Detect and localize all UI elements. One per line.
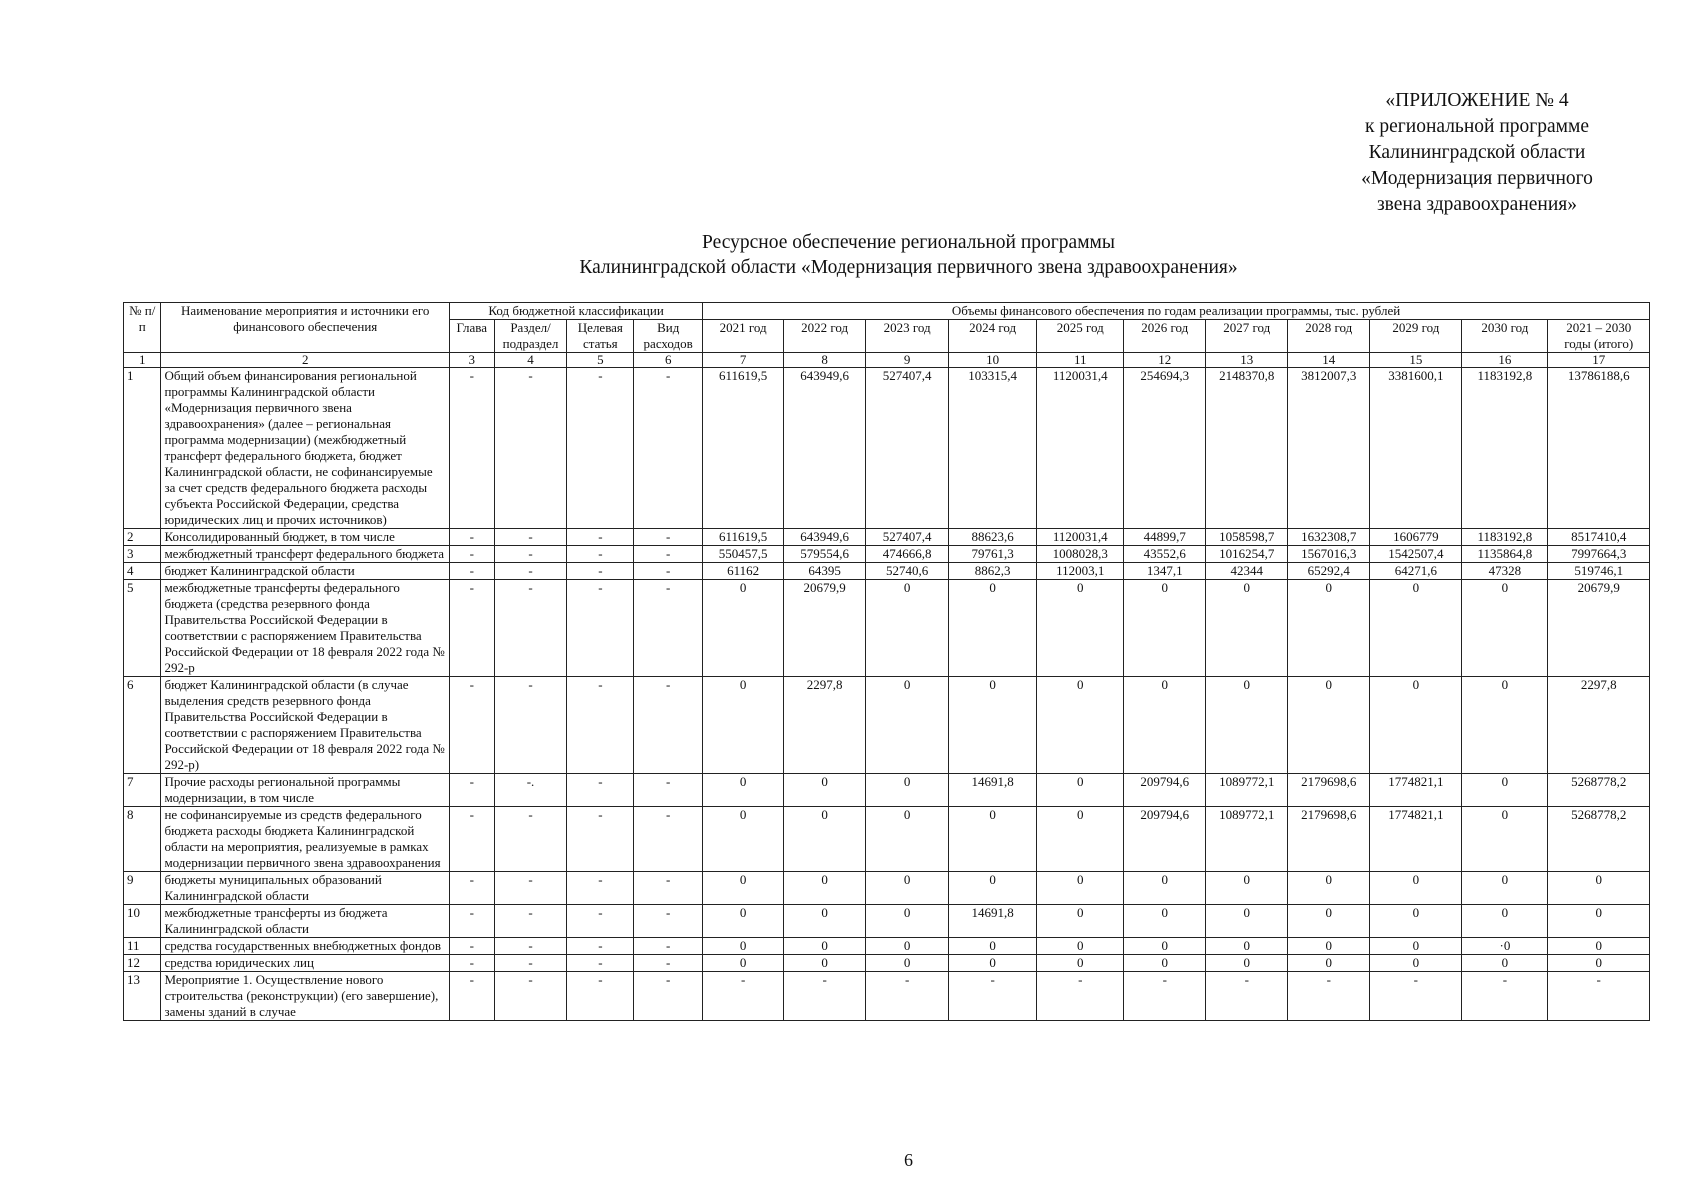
value-cell: 0: [1124, 955, 1206, 972]
row-name-cell: бюджет Калининградской области: [161, 563, 450, 580]
value-cell: 0: [1206, 580, 1288, 677]
kbk-cell: -: [567, 807, 634, 872]
row-name-cell: Мероприятие 1. Осуществление нового строительства (реконструкции) (его завершение), замены зданий в случае: [161, 972, 450, 1021]
value-cell: 3812007,3: [1288, 368, 1370, 529]
value-cell: 1774821,1: [1370, 774, 1462, 807]
row-name-cell: Общий объем финансирования региональной программы Калининградской области «Модернизация первичного звена здравоохранения» (далее – региональная программа модернизации) (межбюджетный трансферт федерального бюджета, бюджет Калининградской области, не софинансируемые за счет средств федерального бюджета расходы субъекта Российской Федерации, средства юридических лиц и прочих источников): [161, 368, 450, 529]
value-cell: 0: [1206, 955, 1288, 972]
header-year-2021: 2021 год: [703, 320, 784, 353]
column-number-cell: 1: [124, 353, 161, 368]
row-name-cell: межбюджетные трансферты из бюджета Калининградской области: [161, 905, 450, 938]
value-cell: 1135864,8: [1462, 546, 1548, 563]
value-cell: 0: [866, 774, 949, 807]
header-statya: Целевая статья: [567, 320, 634, 353]
value-cell: 64271,6: [1370, 563, 1462, 580]
value-cell: 0: [949, 807, 1037, 872]
kbk-cell: -: [634, 774, 703, 807]
value-cell: -: [949, 972, 1037, 1021]
row-number-cell: 10: [124, 905, 161, 938]
header-year-2024: 2024 год: [949, 320, 1037, 353]
kbk-cell: -: [450, 807, 495, 872]
value-cell: 1567016,3: [1288, 546, 1370, 563]
header-vid: Вид расходов: [634, 320, 703, 353]
row-number-cell: 7: [124, 774, 161, 807]
value-cell: 0: [1370, 677, 1462, 774]
budget-table: [123, 302, 1650, 1021]
value-cell: 0: [784, 938, 866, 955]
value-cell: 2179698,6: [1288, 774, 1370, 807]
value-cell: 209794,6: [1124, 807, 1206, 872]
kbk-cell: -: [494, 972, 567, 1021]
value-cell: 0: [1124, 677, 1206, 774]
value-cell: 0: [1370, 580, 1462, 677]
row-name-cell: бюджеты муниципальных образований Калининградской области: [161, 872, 450, 905]
value-cell: 1542507,4: [1370, 546, 1462, 563]
row-number-cell: 2: [124, 529, 161, 546]
value-cell: 8862,3: [949, 563, 1037, 580]
value-cell: 0: [1548, 955, 1650, 972]
value-cell: 0: [703, 905, 784, 938]
kbk-cell: -: [450, 938, 495, 955]
value-cell: 0: [1037, 580, 1124, 677]
kbk-cell: -: [450, 955, 495, 972]
value-cell: -: [1288, 972, 1370, 1021]
kbk-cell: -.: [494, 774, 567, 807]
value-cell: 1016254,7: [1206, 546, 1288, 563]
kbk-cell: -: [634, 905, 703, 938]
value-cell: 1347,1: [1124, 563, 1206, 580]
appendix-line: к региональной программе: [1365, 116, 1589, 137]
kbk-cell: -: [494, 580, 567, 677]
column-number-cell: 16: [1462, 353, 1548, 368]
value-cell: 1183192,8: [1462, 529, 1548, 546]
value-cell: 0: [949, 677, 1037, 774]
table-row: [124, 807, 1650, 872]
title-line: Калининградской области «Модернизация первичного звена здравоохранения»: [579, 257, 1238, 278]
value-cell: 0: [1462, 580, 1548, 677]
value-cell: 0: [1124, 938, 1206, 955]
value-cell: 0: [1462, 905, 1548, 938]
value-cell: 0: [1037, 677, 1124, 774]
row-number-cell: 1: [124, 368, 161, 529]
value-cell: 0: [1037, 905, 1124, 938]
value-cell: 611619,5: [703, 368, 784, 529]
value-cell: 0: [703, 955, 784, 972]
header-year-2026: 2026 год: [1124, 320, 1206, 353]
value-cell: 0: [1462, 774, 1548, 807]
kbk-cell: -: [567, 546, 634, 563]
value-cell: 0: [1206, 872, 1288, 905]
value-cell: 0: [1206, 938, 1288, 955]
value-cell: 0: [1288, 905, 1370, 938]
table-row: [124, 972, 1650, 1021]
value-cell: 527407,4: [866, 368, 949, 529]
kbk-cell: -: [634, 677, 703, 774]
row-number-cell: 5: [124, 580, 161, 677]
column-number-cell: 8: [784, 353, 866, 368]
value-cell: 0: [1370, 955, 1462, 972]
row-number-cell: 6: [124, 677, 161, 774]
value-cell: 0: [784, 774, 866, 807]
appendix-block: [1307, 88, 1647, 218]
value-cell: 1183192,8: [1462, 368, 1548, 529]
value-cell: 2148370,8: [1206, 368, 1288, 529]
value-cell: 1058598,7: [1206, 529, 1288, 546]
value-cell: 13786188,6: [1548, 368, 1650, 529]
appendix-line: Калининградской области: [1368, 142, 1586, 163]
kbk-cell: -: [634, 529, 703, 546]
kbk-cell: -: [450, 580, 495, 677]
value-cell: 0: [1370, 905, 1462, 938]
kbk-cell: -: [567, 563, 634, 580]
value-cell: 643949,6: [784, 368, 866, 529]
value-cell: 0: [866, 807, 949, 872]
row-name-cell: бюджет Калининградской области (в случае выделения средств резервного фонда Правительства Российской Федерации в соответствии с распоряжением Правительства Российской Федерации от 18 февраля 2022 года № 292-р): [161, 677, 450, 774]
kbk-cell: -: [567, 872, 634, 905]
value-cell: -: [1037, 972, 1124, 1021]
value-cell: 0: [1548, 872, 1650, 905]
table-row: [124, 546, 1650, 563]
value-cell: 0: [866, 905, 949, 938]
appendix-line: «Модернизация первичного: [1361, 168, 1593, 189]
row-name-cell: средства юридических лиц: [161, 955, 450, 972]
row-number-cell: 8: [124, 807, 161, 872]
value-cell: 52740,6: [866, 563, 949, 580]
value-cell: 0: [1288, 938, 1370, 955]
value-cell: 0: [703, 580, 784, 677]
row-name-cell: межбюджетные трансферты федерального бюджета (средства резервного фонда Правительства Российской Федерации в соответствии с распоряжением Правительства Российской Федерации от 18 февраля 2022 года № 292-р: [161, 580, 450, 677]
value-cell: 0: [1288, 872, 1370, 905]
value-cell: 254694,3: [1124, 368, 1206, 529]
kbk-cell: -: [450, 872, 495, 905]
value-cell: -: [1548, 972, 1650, 1021]
value-cell: 47328: [1462, 563, 1548, 580]
value-cell: 0: [1288, 955, 1370, 972]
header-year-2028: 2028 год: [1288, 320, 1370, 353]
header-year-2029: 2029 год: [1370, 320, 1462, 353]
header-no: № п/п: [124, 303, 161, 353]
column-number-cell: 2: [161, 353, 450, 368]
value-cell: 65292,4: [1288, 563, 1370, 580]
column-number-cell: 7: [703, 353, 784, 368]
value-cell: 0: [1037, 774, 1124, 807]
column-number-cell: 4: [494, 353, 567, 368]
value-cell: 0: [1548, 905, 1650, 938]
value-cell: 0: [703, 774, 784, 807]
value-cell: -: [703, 972, 784, 1021]
value-cell: 0: [1462, 677, 1548, 774]
value-cell: 0: [866, 938, 949, 955]
value-cell: 7997664,3: [1548, 546, 1650, 563]
table-row: [124, 872, 1650, 905]
value-cell: 0: [866, 580, 949, 677]
kbk-cell: -: [634, 955, 703, 972]
value-cell: 0: [703, 938, 784, 955]
column-number-cell: 11: [1037, 353, 1124, 368]
kbk-cell: -: [567, 955, 634, 972]
value-cell: -: [784, 972, 866, 1021]
value-cell: 20679,9: [1548, 580, 1650, 677]
value-cell: -: [1124, 972, 1206, 1021]
header-year-2030: 2030 год: [1462, 320, 1548, 353]
value-cell: 2179698,6: [1288, 807, 1370, 872]
value-cell: 550457,5: [703, 546, 784, 563]
value-cell: 88623,6: [949, 529, 1037, 546]
value-cell: -: [1462, 972, 1548, 1021]
kbk-cell: -: [567, 529, 634, 546]
value-cell: -: [866, 972, 949, 1021]
column-number-cell: 9: [866, 353, 949, 368]
row-name-cell: межбюджетный трансферт федерального бюджета: [161, 546, 450, 563]
value-cell: 0: [784, 955, 866, 972]
value-cell: 61162: [703, 563, 784, 580]
kbk-cell: -: [494, 563, 567, 580]
value-cell: 42344: [1206, 563, 1288, 580]
value-cell: 0: [949, 938, 1037, 955]
value-cell: 112003,1: [1037, 563, 1124, 580]
row-name-cell: Консолидированный бюджет, в том числе: [161, 529, 450, 546]
value-cell: 14691,8: [949, 905, 1037, 938]
value-cell: 3381600,1: [1370, 368, 1462, 529]
row-number-cell: 12: [124, 955, 161, 972]
value-cell: 8517410,4: [1548, 529, 1650, 546]
table-row: [124, 905, 1650, 938]
kbk-cell: -: [634, 563, 703, 580]
column-number-cell: 5: [567, 353, 634, 368]
header-name: Наименование мероприятия и источники его финансового обеспечения: [161, 303, 450, 353]
value-cell: 64395: [784, 563, 866, 580]
header-glava: Глава: [450, 320, 495, 353]
kbk-cell: -: [450, 529, 495, 546]
kbk-cell: -: [634, 807, 703, 872]
value-cell: 1120031,4: [1037, 368, 1124, 529]
column-number-cell: 12: [1124, 353, 1206, 368]
table-row: [124, 774, 1650, 807]
table-row: [124, 529, 1650, 546]
kbk-cell: -: [634, 938, 703, 955]
kbk-cell: -: [567, 938, 634, 955]
page-number: 6: [904, 1150, 913, 1170]
table-row: [124, 677, 1650, 774]
value-cell: 0: [1124, 905, 1206, 938]
row-number-cell: 11: [124, 938, 161, 955]
kbk-cell: -: [567, 580, 634, 677]
value-cell: 79761,3: [949, 546, 1037, 563]
table-row: [124, 563, 1650, 580]
kbk-cell: -: [494, 955, 567, 972]
row-number-cell: 4: [124, 563, 161, 580]
kbk-cell: -: [494, 529, 567, 546]
value-cell: 0: [866, 677, 949, 774]
kbk-cell: -: [450, 905, 495, 938]
value-cell: 0: [1037, 807, 1124, 872]
value-cell: 0: [1462, 872, 1548, 905]
value-cell: 519746,1: [1548, 563, 1650, 580]
kbk-cell: -: [494, 905, 567, 938]
value-cell: 0: [1206, 905, 1288, 938]
kbk-cell: -: [567, 774, 634, 807]
kbk-cell: -: [634, 580, 703, 677]
header-year-2022: 2022 год: [784, 320, 866, 353]
value-cell: 579554,6: [784, 546, 866, 563]
value-cell: 1089772,1: [1206, 774, 1288, 807]
appendix-line: «ПРИЛОЖЕНИЕ № 4: [1385, 90, 1569, 111]
value-cell: 0: [784, 872, 866, 905]
value-cell: 0: [1037, 872, 1124, 905]
value-cell: 643949,6: [784, 529, 866, 546]
value-cell: 474666,8: [866, 546, 949, 563]
title-line: Ресурсное обеспечение региональной программы: [701, 232, 1115, 253]
kbk-cell: -: [494, 807, 567, 872]
value-cell: 611619,5: [703, 529, 784, 546]
value-cell: 5268778,2: [1548, 807, 1650, 872]
column-number-cell: 17: [1548, 353, 1650, 368]
value-cell: 0: [703, 872, 784, 905]
value-cell: 0: [1037, 955, 1124, 972]
value-cell: 0: [1124, 872, 1206, 905]
value-cell: 209794,6: [1124, 774, 1206, 807]
value-cell: 1008028,3: [1037, 546, 1124, 563]
value-cell: 0: [1370, 938, 1462, 955]
kbk-cell: -: [567, 368, 634, 529]
value-cell: ·0: [1462, 938, 1548, 955]
kbk-cell: -: [450, 677, 495, 774]
appendix-line: звена здравоохранения»: [1376, 194, 1578, 215]
column-number-cell: 15: [1370, 353, 1462, 368]
kbk-cell: -: [634, 972, 703, 1021]
table-row: [124, 368, 1650, 529]
header-year-2027: 2027 год: [1206, 320, 1288, 353]
value-cell: 0: [1462, 807, 1548, 872]
kbk-cell: -: [634, 368, 703, 529]
column-number-cell: 10: [949, 353, 1037, 368]
value-cell: 0: [784, 905, 866, 938]
header-razdel: Раздел/ подраздел: [494, 320, 567, 353]
column-number-cell: 3: [450, 353, 495, 368]
kbk-cell: -: [634, 872, 703, 905]
row-name-cell: Прочие расходы региональной программы модернизации, в том числе: [161, 774, 450, 807]
row-number-cell: 9: [124, 872, 161, 905]
row-number-cell: 3: [124, 546, 161, 563]
kbk-cell: -: [450, 972, 495, 1021]
kbk-cell: -: [634, 546, 703, 563]
kbk-cell: -: [494, 872, 567, 905]
table-row: [124, 580, 1650, 677]
value-cell: 0: [1548, 938, 1650, 955]
column-number-cell: 14: [1288, 353, 1370, 368]
kbk-cell: -: [494, 938, 567, 955]
value-cell: 2297,8: [1548, 677, 1650, 774]
header-total: 2021 – 2030 годы (итого): [1548, 320, 1650, 353]
value-cell: 0: [949, 580, 1037, 677]
row-name-cell: средства государственных внебюджетных фондов: [161, 938, 450, 955]
header-year-2023: 2023 год: [866, 320, 949, 353]
value-cell: 0: [1124, 580, 1206, 677]
column-number-cell: 6: [634, 353, 703, 368]
kbk-cell: -: [450, 563, 495, 580]
kbk-cell: -: [567, 905, 634, 938]
value-cell: 1120031,4: [1037, 529, 1124, 546]
kbk-cell: -: [450, 368, 495, 529]
value-cell: 43552,6: [1124, 546, 1206, 563]
value-cell: 527407,4: [866, 529, 949, 546]
kbk-cell: -: [494, 546, 567, 563]
value-cell: 0: [866, 872, 949, 905]
header-kbk: Код бюджетной классификации: [450, 303, 703, 320]
document-title: [0, 230, 1697, 280]
value-cell: 20679,9: [784, 580, 866, 677]
value-cell: 1774821,1: [1370, 807, 1462, 872]
value-cell: 103315,4: [949, 368, 1037, 529]
kbk-cell: -: [450, 774, 495, 807]
header-volumes: Объемы финансового обеспечения по годам реализации программы, тыс. рублей: [703, 303, 1650, 320]
value-cell: 0: [703, 677, 784, 774]
value-cell: 0: [1462, 955, 1548, 972]
value-cell: 0: [949, 872, 1037, 905]
value-cell: 0: [1206, 677, 1288, 774]
value-cell: 0: [1037, 938, 1124, 955]
table-row: [124, 938, 1650, 955]
row-number-cell: 13: [124, 972, 161, 1021]
value-cell: -: [1206, 972, 1288, 1021]
value-cell: 1632308,7: [1288, 529, 1370, 546]
value-cell: 0: [949, 955, 1037, 972]
value-cell: 1089772,1: [1206, 807, 1288, 872]
header-year-2025: 2025 год: [1037, 320, 1124, 353]
value-cell: -: [1370, 972, 1462, 1021]
kbk-cell: -: [567, 677, 634, 774]
value-cell: 0: [1288, 677, 1370, 774]
row-name-cell: не софинансируемые из средств федерального бюджета расходы бюджета Калининградской области на мероприятия, реализуемые в рамках модернизации первичного звена здравоохранения: [161, 807, 450, 872]
value-cell: 0: [703, 807, 784, 872]
table-row: [124, 955, 1650, 972]
column-numbers-row: [124, 353, 1650, 368]
value-cell: 0: [784, 807, 866, 872]
value-cell: 44899,7: [1124, 529, 1206, 546]
kbk-cell: -: [567, 972, 634, 1021]
column-number-cell: 13: [1206, 353, 1288, 368]
value-cell: 0: [866, 955, 949, 972]
kbk-cell: -: [494, 368, 567, 529]
kbk-cell: -: [494, 677, 567, 774]
value-cell: 2297,8: [784, 677, 866, 774]
value-cell: 5268778,2: [1548, 774, 1650, 807]
value-cell: 14691,8: [949, 774, 1037, 807]
value-cell: 0: [1370, 872, 1462, 905]
kbk-cell: -: [450, 546, 495, 563]
value-cell: 1606779: [1370, 529, 1462, 546]
value-cell: 0: [1288, 580, 1370, 677]
